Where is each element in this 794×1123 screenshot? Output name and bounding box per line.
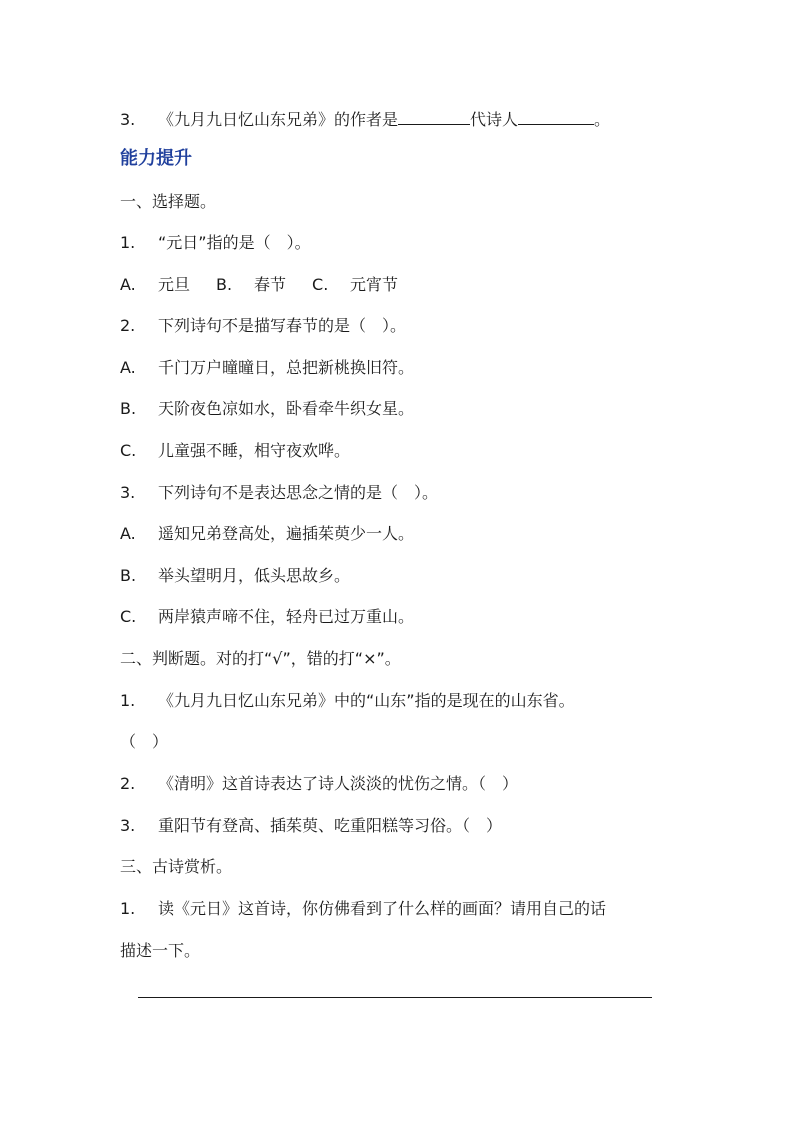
answer-blank-poet[interactable] <box>518 108 594 125</box>
question-text: 下列诗句不是描写春节的是（ ）。 <box>158 316 407 335</box>
question-number: 3. <box>120 110 136 129</box>
question-text: 《清明》这首诗表达了诗人淡淡的忧伤之情。（ ） <box>158 774 519 793</box>
part1-q3 <box>120 482 438 504</box>
question-number: 2. <box>120 774 136 793</box>
question-text-before: 《九月九日忆山东兄弟》的作者是 <box>158 110 399 129</box>
section-heading: 能力提升 <box>120 148 192 169</box>
part2-title: 二、判断题。对的打“√”，错的打“×”。 <box>120 649 401 668</box>
question-text: 重阳节有登高、插茱萸、吃重阳糕等习俗。（ ） <box>158 816 503 835</box>
question-text-end: 。 <box>594 110 611 129</box>
part1-q3-option-a[interactable]: A. 遥知兄弟登高处，遍插茱萸少一人。 <box>120 524 415 543</box>
part1-q2-option-a[interactable]: A. 千门万户曈曈日，总把新桃换旧符。 <box>120 358 415 377</box>
part1-q3-option-b[interactable]: B. 举头望明月，低头思故乡。 <box>120 566 351 585</box>
part1-title: 一、选择题。 <box>120 192 217 211</box>
question-number: 3. <box>120 816 136 835</box>
question-number: 2. <box>120 316 136 335</box>
part2-q2 <box>120 773 518 795</box>
part2-q3 <box>120 815 502 837</box>
answer-writing-line[interactable] <box>138 997 652 998</box>
question-number: 3. <box>120 483 136 502</box>
question-text: “元日”指的是（ ）。 <box>158 233 311 252</box>
part1-q3-option-c[interactable]: C. 两岸猿声啼不住，轻舟已过万重山。 <box>120 607 415 626</box>
part3-q1-line1 <box>120 898 606 920</box>
question-text-middle: 代诗人 <box>470 110 519 129</box>
question-text: 读《元日》这首诗，你仿佛看到了什么样的画面？请用自己的话 <box>158 899 607 918</box>
part3-q1-line2: 描述一下。 <box>120 941 201 960</box>
question-number: 1. <box>120 233 136 252</box>
part2-q1 <box>120 690 575 712</box>
option-c[interactable]: C. 元宵节 <box>312 275 399 294</box>
part1-q1-options <box>120 274 424 296</box>
part1-q2 <box>120 315 406 337</box>
question-number: 1. <box>120 899 136 918</box>
part2-q1-answer-paren[interactable]: （ ） <box>120 732 169 751</box>
question-text: 下列诗句不是表达思念之情的是（ ）。 <box>158 483 439 502</box>
part1-q2-option-c[interactable]: C. 儿童强不睡，相守夜欢哗。 <box>120 441 351 460</box>
part1-q1 <box>120 232 311 254</box>
question-poet-author <box>120 108 610 131</box>
option-b[interactable]: B. 春节 <box>216 275 287 294</box>
part3-title: 三、古诗赏析。 <box>120 857 233 876</box>
part1-q2-option-b[interactable]: B. 天阶夜色凉如水，卧看牵牛织女星。 <box>120 399 415 418</box>
option-a[interactable]: A. 元旦 <box>120 275 191 294</box>
question-text: 《九月九日忆山东兄弟》中的“山东”指的是现在的山东省。 <box>158 691 575 710</box>
answer-blank-dynasty[interactable] <box>398 108 470 125</box>
question-number: 1. <box>120 691 136 710</box>
